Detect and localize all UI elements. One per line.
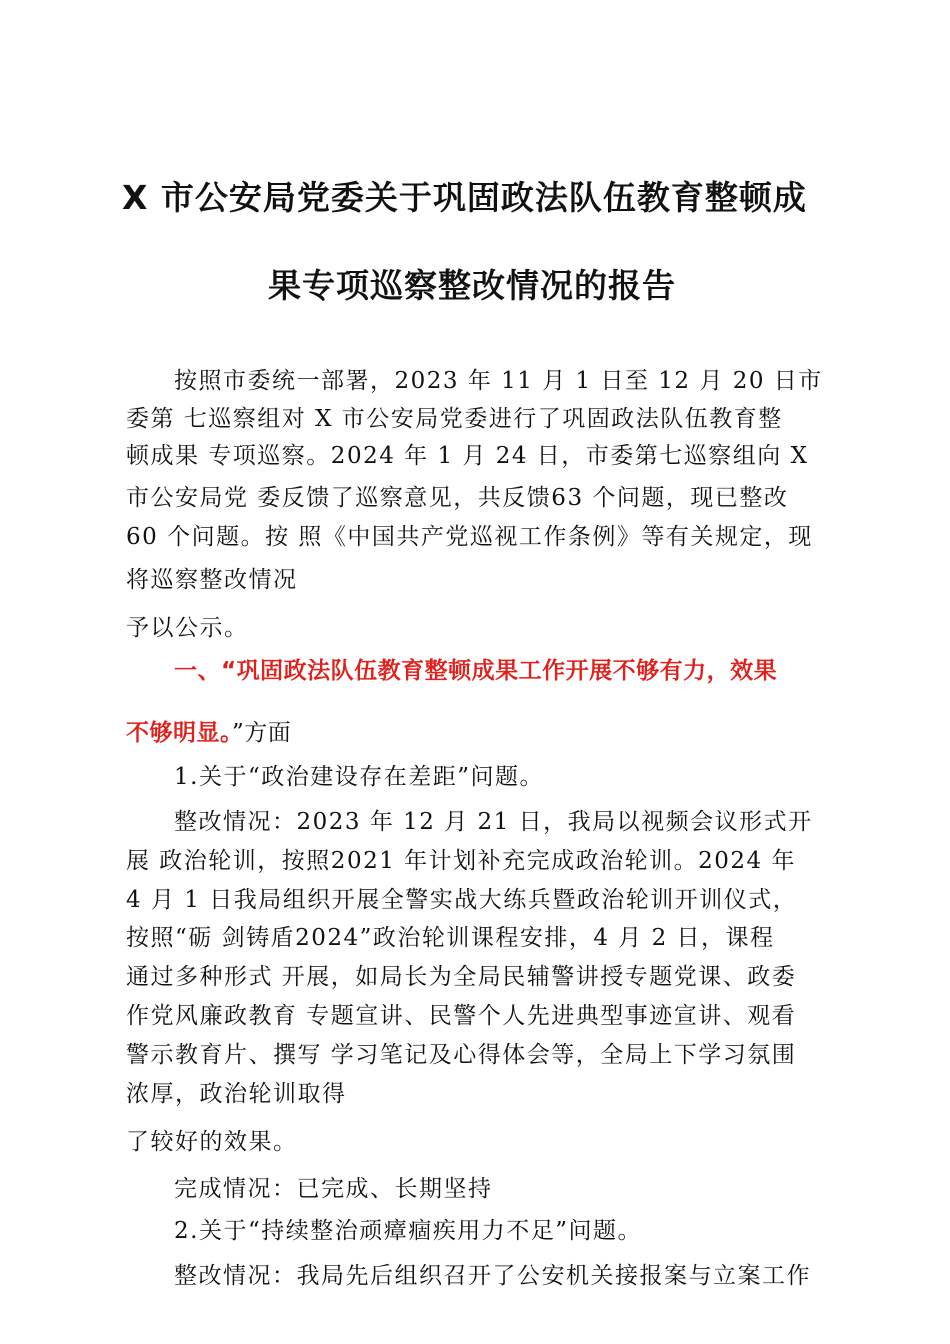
- document-title-line-1: X 市公安局党委关于巩固政法队伍教育整顿成: [122, 178, 807, 217]
- item-1-body-line: 整改情况：2023 年 12 月 21 日，我局以视频会议形式开: [174, 809, 813, 835]
- intro-line: 委第 七巡察组对 X 市公安局党委进行了巩固政法队伍教育整: [126, 406, 783, 432]
- item-1-body-line: 展 政治轮训，按照2021 年计划补充完成政治轮训。2024 年: [126, 848, 796, 874]
- section-heading-line-1: 一、“巩固政法队伍教育整顿成果工作开展不够有力，效果: [174, 658, 778, 684]
- section-heading-line-2: [126, 718, 291, 748]
- document-title-line-2: 果专项巡察整改情况的报告: [268, 266, 676, 305]
- intro-line: 按照市委统一部署，2023 年 11 月 1 日至 12 月 20 日市: [174, 368, 823, 394]
- section-heading-tail: ”方面: [232, 720, 292, 746]
- intro-line: 60 个问题。按 照《中国共产党巡视工作条例》等有关规定，现: [126, 524, 813, 550]
- item-1-body-line: 了较好的效果。: [126, 1129, 298, 1155]
- item-1-body-line: 4 月 1 日我局组织开展全警实战大练兵暨政治轮训开训仪式，: [126, 887, 798, 913]
- item-1-body-line: 警示教育片、撰写 学习笔记及心得体会等，全局上下学习氛围: [126, 1042, 797, 1068]
- intro-line: 将巡察整改情况: [126, 567, 298, 593]
- item-1-body-line: 浓厚，政治轮训取得: [126, 1081, 347, 1107]
- item-1-body-line: 作党风廉政教育 专题宣讲、民警个人先进典型事迹宣讲、观看: [126, 1003, 797, 1029]
- intro-line: 予以公示。: [126, 615, 249, 641]
- item-2-body-line: 整改情况：我局先后组织召开了公安机关接报案与立案工作: [174, 1263, 811, 1289]
- item-1-body-line: 按照“砺 剑铸盾2024”政治轮训课程安排，4 月 2 日，课程: [126, 925, 775, 951]
- intro-line: 顿成果 专项巡察。2024 年 1 月 24 日，市委第七巡察组向 X: [126, 443, 809, 469]
- section-heading-red-part: 不够明显。: [126, 720, 232, 746]
- item-2-title: 2.关于“持续整治顽瘴痼疾用力不足”问题。: [174, 1218, 642, 1244]
- item-1-title: 1.关于“政治建设存在差距”问题。: [174, 764, 544, 790]
- item-1-status: 完成情况：已完成、长期坚持: [174, 1176, 493, 1202]
- intro-line: 市公安局党 委反馈了巡察意见，共反馈63 个问题，现已整改: [126, 485, 789, 511]
- item-1-body-line: 通过多种形式 开展，如局长为全局民辅警讲授专题党课、政委: [126, 964, 797, 990]
